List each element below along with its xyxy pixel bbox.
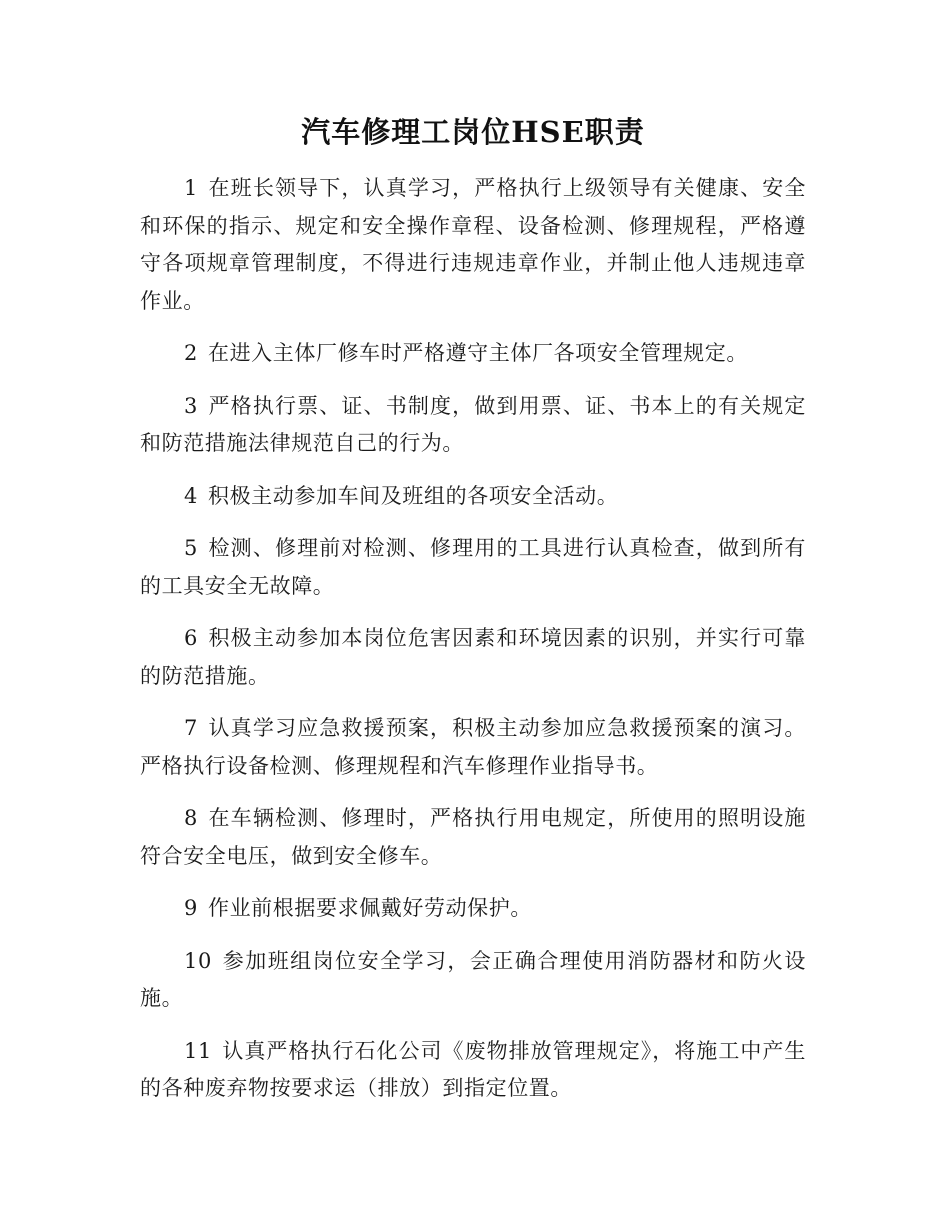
item-text: 在进入主体厂修车时严格遵守主体厂各项安全管理规定。 [207, 341, 748, 365]
item-number: 2 [184, 341, 198, 365]
item-number: 6 [184, 626, 198, 650]
item-number: 4 [184, 483, 198, 508]
item-number: 7 [184, 716, 198, 740]
item-text: 参加班组岗位安全学习，会正确合理使用消防器材和防火设施。 [140, 948, 806, 1010]
item-number: 8 [184, 806, 198, 830]
item-text: 严格执行票、证、书制度，做到用票、证、书本上的有关规定和防范措施法律规范自己的行为。 [140, 393, 806, 455]
item-text: 认真严格执行石化公司《废物排放管理规定》，将施工中产生的各种废弃物按要求运（排放）到指定位置。 [140, 1038, 806, 1100]
item-number: 5 [184, 536, 198, 560]
duty-item-3 [140, 388, 806, 463]
item-text: 在班长领导下，认真学习，严格执行上级领导有关健康、安全和环保的指示、规定和安全操作章程、设备检测、修理规程，严格遵守各项规章管理制度，不得进行违规违章作业，并制止他人违规违章作业。 [140, 176, 806, 313]
item-text: 积极主动参加车间及班组的各项安全活动。 [207, 483, 619, 508]
item-number: 11 [184, 1038, 212, 1063]
document-title: 汽车修理工岗位HSE职责 [301, 115, 645, 149]
item-text: 检测、修理前对检测、修理用的工具进行认真检查，做到所有的工具安全无故障。 [140, 536, 806, 598]
duty-item-4 [140, 478, 806, 516]
item-number: 10 [184, 948, 212, 973]
duty-item-9 [140, 890, 806, 928]
item-text: 在车辆检测、修理时，严格执行用电规定，所使用的照明设施符合安全电压，做到安全修车。 [140, 806, 806, 868]
duty-item-6 [140, 620, 806, 695]
duty-item-1 [140, 170, 806, 320]
duty-item-7 [140, 710, 806, 785]
item-text: 积极主动参加本岗位危害因素和环境因素的识别，并实行可靠的防范措施。 [140, 626, 806, 688]
duty-item-5 [140, 530, 806, 605]
item-number: 3 [184, 393, 198, 418]
duty-item-11 [140, 1033, 806, 1108]
item-number: 9 [184, 896, 198, 920]
duty-item-10 [140, 943, 806, 1018]
document-page [140, 108, 806, 1123]
duty-item-8 [140, 800, 806, 875]
item-text: 作业前根据要求佩戴好劳动保护。 [207, 896, 532, 920]
duty-item-2 [140, 335, 806, 373]
item-number: 1 [184, 176, 198, 200]
item-text: 认真学习应急救援预案，积极主动参加应急救援预案的演习。严格执行设备检测、修理规程和汽车修理作业指导书。 [140, 716, 806, 778]
